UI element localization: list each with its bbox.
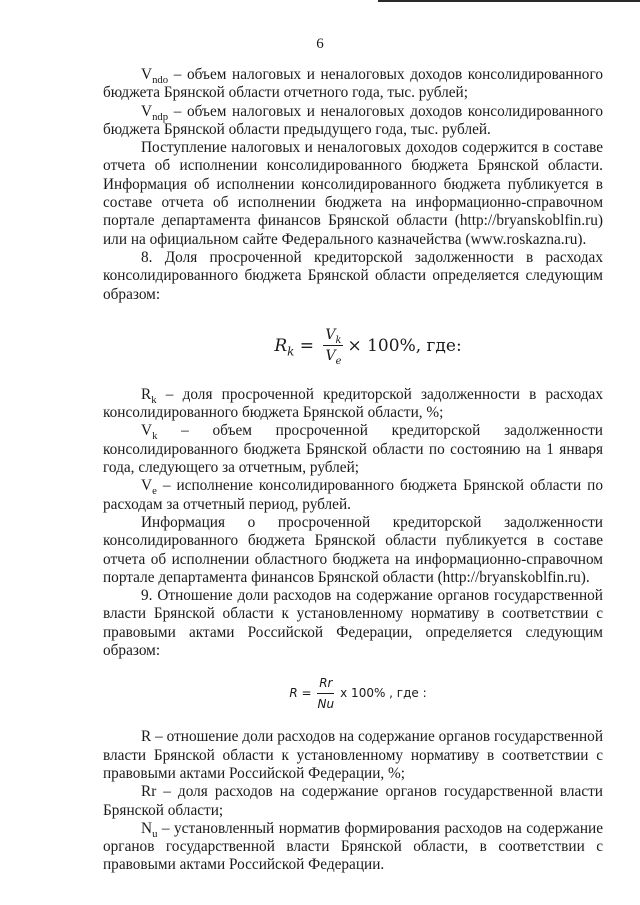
formula-r-denominator: Nu <box>317 696 335 711</box>
paragraph: Rr – доля расходов на содержание органов государственной власти Брянской области; <box>103 783 603 819</box>
paragraph: $V_k$ – объем просроченной кредиторской задолженности консолидированного бюджета Брянской области по состоянию на 1 января года, следующего за отчетным, рублей; <box>103 422 603 477</box>
paragraph: Информация о просроченной кредиторской задолженности консолидированного бюджета Брянской области публикуется в составе отчета об исполнении областного бюджета на информационно-справочном портале департамента финансов Брянской области (http://bryanskoblfin.ru). <box>103 513 603 586</box>
formula-rk-lhs: $R_k$ <box>274 335 295 359</box>
paragraphs-bottom <box>103 728 603 874</box>
formula-rk: $R_k$ = $\frac{V_k}{V_e}$ × 100%, где: <box>274 327 462 368</box>
formula-rk-tail: × 100%, где: <box>347 335 462 356</box>
formula-rk-numerator: $V_k$ <box>325 327 342 346</box>
formula-r-numerator: Rr <box>317 674 334 694</box>
paragraph: 8. Доля просроченной кредиторской задолженности в расходах консолидированного бюджета Брянской области определяется следующим образом: <box>103 248 603 303</box>
paragraph: $V_e$ – исполнение консолидированного бюджета Брянской области по расходам за отчетный период, рублей. <box>103 477 603 513</box>
paragraphs-top <box>103 66 603 304</box>
formula-r <box>113 664 603 722</box>
formula-rk-fraction <box>323 326 343 366</box>
paragraphs-middle <box>103 386 603 660</box>
top-border-line <box>378 0 640 2</box>
paragraph: $R_k$ – доля просроченной кредиторской задолженности в расходах консолидированного бюджета Брянской области, %; <box>103 385 603 422</box>
paragraph: R – отношение доли расходов на содержание органов государственной власти Брянской области к установленному нормативу в соответствии с правовыми актами Российской Федерации, %; <box>103 728 603 782</box>
formula-r-tail: x 100% , где : <box>340 686 427 701</box>
paragraph: $N_u$ – установленный норматив формирования расходов на содержание органов государственной власти Брянской области, в соответствии с правовыми актами Российской Федерации. <box>103 819 603 874</box>
paragraph: 9. Отношение доли расходов на содержание органов государственной власти Брянской области к установленному нормативу в соответствии с правовыми актами Российской Федерации, определяется следующим образом: <box>103 587 603 660</box>
formula-r-lhs: R = <box>289 686 312 701</box>
formula-rk-denominator: $V_e$ <box>325 348 342 368</box>
paragraph: $V_{ndo}$ – объем налоговых и неналоговых доходов консолидированного бюджета Брянской области отчетного года, тыс. рублей; <box>103 66 603 102</box>
paragraph: $V_{ndp}$ – объем налоговых и неналоговых доходов консолидированного бюджета Брянской области предыдущего года, тыс. рублей. <box>103 102 603 138</box>
document-body <box>103 66 603 875</box>
formula-r-fraction <box>316 674 337 714</box>
page-number: 6 <box>316 36 324 52</box>
paragraph: Поступление налоговых и неналоговых доходов содержится в составе отчета об исполнении консолидированного бюджета Брянской области. Информация об исполнении консолидированного бюджета публикуется в составе отчета об исполнении бюджета на информационно-справочном портале департамента финансов Брянской области (http://bryanskoblfin.ru) или на официальном сайте Федерального казначейства (www.roskazna.ru). <box>103 139 603 248</box>
